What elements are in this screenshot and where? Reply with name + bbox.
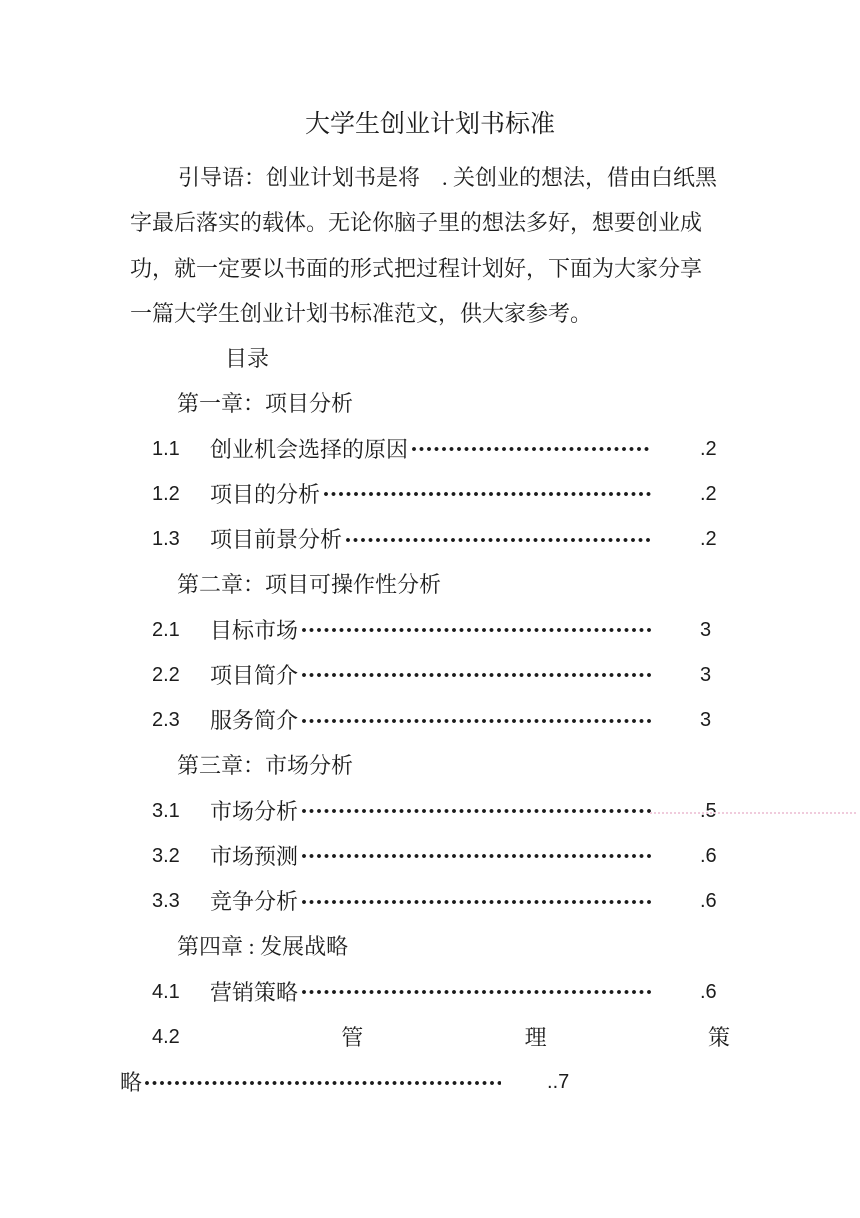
dot-leader [301, 807, 652, 815]
toc-item-number: 4.1 [152, 980, 180, 1003]
toc-chapter-4: 第四章 : 发展战略 [177, 934, 349, 960]
toc-item-number: 1.3 [152, 528, 180, 550]
dot-leader [323, 490, 652, 498]
dot-leader [345, 536, 652, 544]
dot-leader [301, 988, 652, 996]
toc-item-title-char: 策 [707, 1024, 730, 1050]
dot-leader [301, 626, 652, 634]
toc-chapter-1: 第一章：项目分析 [177, 391, 354, 417]
toc-item-3-1 [130, 789, 730, 834]
toc-heading: 目录 [225, 346, 270, 371]
toc-item-2-2 [130, 653, 730, 698]
toc-chapter-2: 第二章：项目可操作性分析 [177, 572, 442, 598]
dot-leader [144, 1079, 501, 1087]
toc-item-page: 3 [700, 709, 712, 731]
toc-item-title: 市场分析 [210, 798, 299, 824]
toc-item-2-3 [130, 698, 730, 743]
toc-item-1-3 [130, 517, 730, 562]
toc-item-title-char: 理 [524, 1024, 547, 1050]
toc-item-number: 2.1 [152, 618, 180, 641]
intro-line: 字最后落实的载体。无论你脑子里的想法多好，想要创业成 [130, 210, 703, 236]
intro-line: 引导语：创业计划书是将 . 关创业的想法，借由白纸黑 [178, 165, 718, 190]
toc-item-number: 2.2 [152, 663, 180, 686]
toc-item-title: 创业机会选择的原因 [210, 436, 409, 462]
toc-item-title: 目标市场 [210, 617, 299, 643]
document-title: 大学生创业计划书标准 [304, 111, 555, 138]
toc-item-title-char: 管 [341, 1024, 364, 1050]
toc-item-title: 项目的分析 [210, 481, 321, 507]
toc-item-number: 4.2 [152, 1025, 180, 1048]
toc-item-1-2 [130, 472, 730, 517]
toc-item-title: 竞争分析 [210, 889, 299, 914]
toc-item-page: .5 [700, 799, 717, 822]
toc-item-page: .6 [700, 890, 717, 912]
intro-line: 一篇大学生创业计划书标准范文，供大家参考。 [130, 300, 593, 326]
toc-item-1-1 [130, 427, 730, 472]
toc-item-title: 项目简介 [210, 662, 299, 688]
toc-item-4-2-overflow [120, 1060, 730, 1105]
toc-item-number: 3.2 [152, 844, 180, 867]
toc-item-page: .2 [700, 482, 717, 505]
document-body [120, 102, 730, 1105]
dot-leader [301, 717, 652, 725]
toc-item-2-1 [130, 608, 730, 653]
intro-line: 功，就一定要以书面的形式把过程计划好，下面为大家分享 [130, 255, 703, 281]
document-content [120, 155, 730, 1105]
toc-item-4-1 [130, 970, 730, 1015]
toc-item-title-char: 略 [120, 1070, 143, 1095]
spellcheck-underline-marker [650, 812, 856, 814]
toc-item-page: .2 [700, 528, 717, 550]
toc-item-page: .6 [700, 844, 717, 867]
toc-item-page: 3 [700, 618, 712, 641]
toc-item-3-2 [130, 834, 730, 879]
dot-leader [411, 445, 652, 453]
toc-item-title: 服务简介 [210, 708, 299, 733]
dot-leader [301, 671, 652, 679]
toc-item-4-2 [130, 1015, 730, 1060]
toc-item-page: .2 [700, 437, 717, 460]
dot-leader [301, 852, 652, 860]
toc-item-number: 1.1 [152, 437, 180, 460]
toc-item-number: 2.3 [152, 709, 180, 731]
toc-item-title: 项目前景分析 [210, 527, 343, 552]
toc-item-page: 3 [700, 663, 712, 686]
toc-item-number: 1.2 [152, 482, 180, 505]
toc-chapter-3: 第三章：市场分析 [177, 753, 354, 779]
toc-item-page: ..7 [547, 1071, 570, 1093]
toc-item-number: 3.1 [152, 799, 180, 822]
toc-item-number: 3.3 [152, 890, 180, 912]
toc-item-title: 市场预测 [210, 843, 299, 869]
toc-item-3-3 [130, 879, 730, 924]
dot-leader [301, 898, 652, 906]
toc-item-page: .6 [700, 980, 717, 1003]
toc-item-title: 营销策略 [210, 979, 299, 1005]
